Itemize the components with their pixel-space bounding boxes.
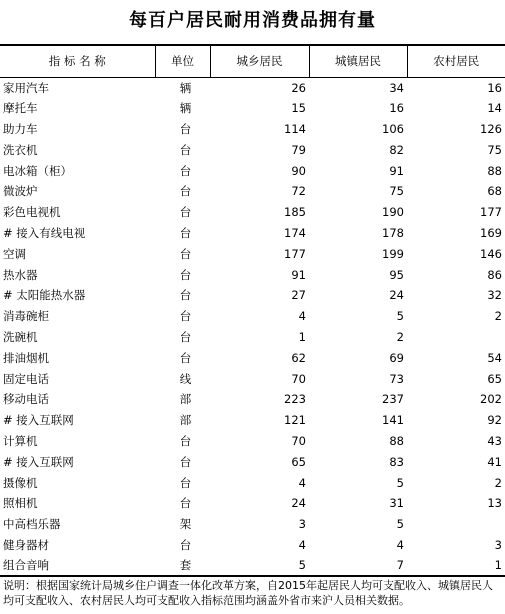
cell-all-residents: 185: [284, 205, 306, 220]
cell-indicator-name: 排油烟机: [3, 350, 49, 365]
table-row: [0, 285, 505, 306]
table-row: [0, 139, 505, 160]
cell-urban-residents: 4: [396, 537, 404, 552]
cell-rural-residents: 169: [480, 225, 502, 240]
cell-urban-residents: 7: [309, 555, 407, 576]
cell-indicator-name: 洗碗机: [3, 329, 38, 344]
header-indicator-name: 指 标 名 称: [0, 45, 155, 77]
cell-unit: 架: [179, 517, 192, 532]
cell-unit: 台: [179, 329, 192, 344]
cell-unit: 台: [179, 433, 192, 448]
cell-rural-residents: 126: [480, 121, 502, 136]
cell-rural-residents: 13: [487, 496, 502, 511]
table-row: [0, 98, 505, 119]
cell-urban-residents: 5: [396, 475, 404, 490]
cell-all-residents: 4: [298, 475, 306, 490]
cell-rural-residents: 75: [487, 142, 502, 157]
cell-unit: 台: [179, 309, 192, 324]
table-row: [0, 306, 505, 327]
cell-rural-residents: [407, 327, 505, 348]
cell-rural-residents: 202: [480, 392, 502, 407]
cell-unit: 台: [179, 350, 192, 365]
cell-all-residents: 65: [291, 454, 306, 469]
header-unit: 单位: [155, 45, 210, 77]
table-row: [0, 347, 505, 368]
cell-unit: 台: [179, 496, 192, 511]
table-row: [0, 472, 505, 493]
cell-indicator-name: 健身器材: [3, 537, 49, 552]
ownership-table: [0, 44, 505, 577]
cell-unit: 部: [179, 413, 192, 428]
table-row: [0, 368, 505, 389]
cell-indicator-name: 摄像机: [3, 475, 38, 490]
table-row: [0, 493, 505, 514]
table-row: [0, 223, 505, 244]
cell-rural-residents: 14: [487, 101, 502, 116]
cell-indicator-name: 摩托车: [3, 101, 38, 116]
cell-unit: 台: [179, 246, 192, 261]
cell-all-residents: 70: [291, 371, 306, 386]
table-row: [0, 264, 505, 285]
cell-urban-residents: 5: [396, 517, 404, 532]
cell-unit: 台: [179, 475, 192, 490]
page-title: 每百户居民耐用消费品拥有量: [129, 10, 376, 31]
table-header-row: [0, 45, 505, 77]
cell-all-residents: 70: [291, 433, 306, 448]
table-row: [0, 535, 505, 556]
header-all-residents: 城乡居民: [210, 45, 309, 77]
cell-indicator-name: 助力车: [3, 121, 38, 136]
cell-rural-residents: 54: [487, 350, 502, 365]
cell-all-residents: 27: [291, 288, 306, 303]
cell-indicator-name: 空调: [3, 246, 26, 261]
cell-urban-residents: 69: [389, 350, 404, 365]
cell-indicator-name: # 太阳能热水器: [3, 288, 86, 303]
table-row: [0, 243, 505, 264]
cell-unit: 台: [179, 225, 192, 240]
cell-indicator-name: 组合音响: [0, 555, 155, 576]
header-rural-residents: 农村居民: [407, 45, 505, 77]
cell-urban-residents: 16: [389, 101, 404, 116]
cell-all-residents: 15: [291, 101, 306, 116]
cell-indicator-name: 家用汽车: [3, 80, 49, 95]
cell-urban-residents: 178: [382, 225, 404, 240]
cell-all-residents: 1: [298, 329, 306, 344]
cell-all-residents: 3: [298, 517, 306, 532]
cell-unit: 部: [179, 392, 192, 407]
cell-all-residents: 4: [298, 309, 306, 324]
cell-urban-residents: 106: [382, 121, 404, 136]
cell-urban-residents: 2: [396, 329, 404, 344]
cell-unit: 台: [179, 288, 192, 303]
cell-unit: 台: [179, 184, 192, 199]
cell-unit: 台: [179, 121, 192, 136]
cell-all-residents: 174: [284, 225, 306, 240]
header-urban-residents: 城镇居民: [309, 45, 407, 77]
cell-rural-residents: 16: [487, 80, 502, 95]
cell-unit: 线: [179, 371, 192, 386]
table-row: [0, 181, 505, 202]
cell-indicator-name: 微波炉: [3, 184, 38, 199]
cell-all-residents: 62: [291, 350, 306, 365]
cell-rural-residents: 32: [487, 288, 502, 303]
cell-all-residents: 177: [284, 246, 306, 261]
table-row: [0, 451, 505, 472]
cell-all-residents: 79: [291, 142, 306, 157]
cell-urban-residents: 34: [389, 80, 404, 95]
cell-rural-residents: 86: [487, 267, 502, 282]
cell-all-residents: 24: [291, 496, 306, 511]
cell-all-residents: 4: [298, 537, 306, 552]
cell-unit: 台: [179, 537, 192, 552]
cell-rural-residents: 146: [480, 246, 502, 261]
cell-all-residents: 90: [291, 163, 306, 178]
cell-unit: 辆: [179, 101, 192, 116]
cell-indicator-name: 电冰箱（柜）: [3, 163, 72, 178]
table-body: [0, 77, 505, 576]
cell-urban-residents: 88: [389, 433, 404, 448]
cell-all-residents: 121: [284, 413, 306, 428]
cell-unit: 台: [179, 205, 192, 220]
cell-indicator-name: 移动电话: [3, 392, 49, 407]
cell-urban-residents: 237: [382, 392, 404, 407]
cell-urban-residents: 73: [389, 371, 404, 386]
cell-unit: 台: [179, 454, 192, 469]
cell-indicator-name: 消毒碗柜: [3, 309, 49, 324]
cell-indicator-name: # 接入互联网: [3, 413, 74, 428]
table-row: [0, 160, 505, 181]
table-row: [0, 514, 505, 535]
cell-indicator-name: 中高档乐器: [3, 517, 61, 532]
cell-rural-residents: 92: [487, 413, 502, 428]
cell-indicator-name: 照相机: [3, 496, 38, 511]
cell-rural-residents: 88: [487, 163, 502, 178]
cell-all-residents: 223: [284, 392, 306, 407]
cell-rural-residents: 41: [487, 454, 502, 469]
cell-urban-residents: 141: [382, 413, 404, 428]
cell-urban-residents: 82: [389, 142, 404, 157]
cell-all-residents: 91: [291, 267, 306, 282]
cell-indicator-name: 固定电话: [3, 371, 49, 386]
cell-all-residents: 26: [291, 80, 306, 95]
table-row: [0, 389, 505, 410]
table-row: [0, 410, 505, 431]
cell-urban-residents: 5: [396, 309, 404, 324]
cell-indicator-name: 计算机: [3, 433, 38, 448]
cell-urban-residents: 75: [389, 184, 404, 199]
table-row: [0, 327, 505, 348]
cell-indicator-name: 彩色电视机: [3, 205, 61, 220]
cell-rural-residents: 3: [494, 537, 502, 552]
cell-unit: 辆: [179, 80, 192, 95]
cell-urban-residents: 83: [389, 454, 404, 469]
cell-indicator-name: # 接入有线电视: [3, 225, 86, 240]
cell-indicator-name: # 接入互联网: [3, 454, 74, 469]
table-row: [0, 77, 505, 98]
table-row: [0, 555, 505, 576]
cell-all-residents: 114: [284, 121, 306, 136]
cell-urban-residents: 190: [382, 205, 404, 220]
cell-all-residents: 72: [291, 184, 306, 199]
cell-rural-residents: 1: [407, 555, 505, 576]
cell-urban-residents: 95: [389, 267, 404, 282]
cell-rural-residents: 43: [487, 433, 502, 448]
cell-indicator-name: 洗衣机: [3, 142, 38, 157]
cell-indicator-name: 热水器: [3, 267, 38, 282]
cell-rural-residents: 177: [480, 205, 502, 220]
cell-rural-residents: 2: [494, 309, 502, 324]
cell-unit: 套: [155, 555, 210, 576]
cell-unit: 台: [179, 142, 192, 157]
cell-urban-residents: 24: [389, 288, 404, 303]
table-row: [0, 431, 505, 452]
table-row: [0, 202, 505, 223]
cell-all-residents: 5: [210, 555, 309, 576]
cell-rural-residents: 2: [494, 475, 502, 490]
cell-urban-residents: 199: [382, 246, 404, 261]
cell-rural-residents: 68: [487, 184, 502, 199]
table-row: [0, 119, 505, 140]
cell-urban-residents: 91: [389, 163, 404, 178]
cell-rural-residents: [407, 514, 505, 535]
cell-unit: 台: [179, 163, 192, 178]
cell-unit: 台: [179, 267, 192, 282]
cell-urban-residents: 31: [389, 496, 404, 511]
cell-rural-residents: 65: [487, 371, 502, 386]
table-note: 说明：根据国家统计局城乡住户调查一体化改革方案，自2015年起居民人均可支配收入、城镇居民人均可支配收入、农村居民人均可支配收入指标范围均涵盖外省市来沪人员相关数据。: [3, 579, 493, 607]
